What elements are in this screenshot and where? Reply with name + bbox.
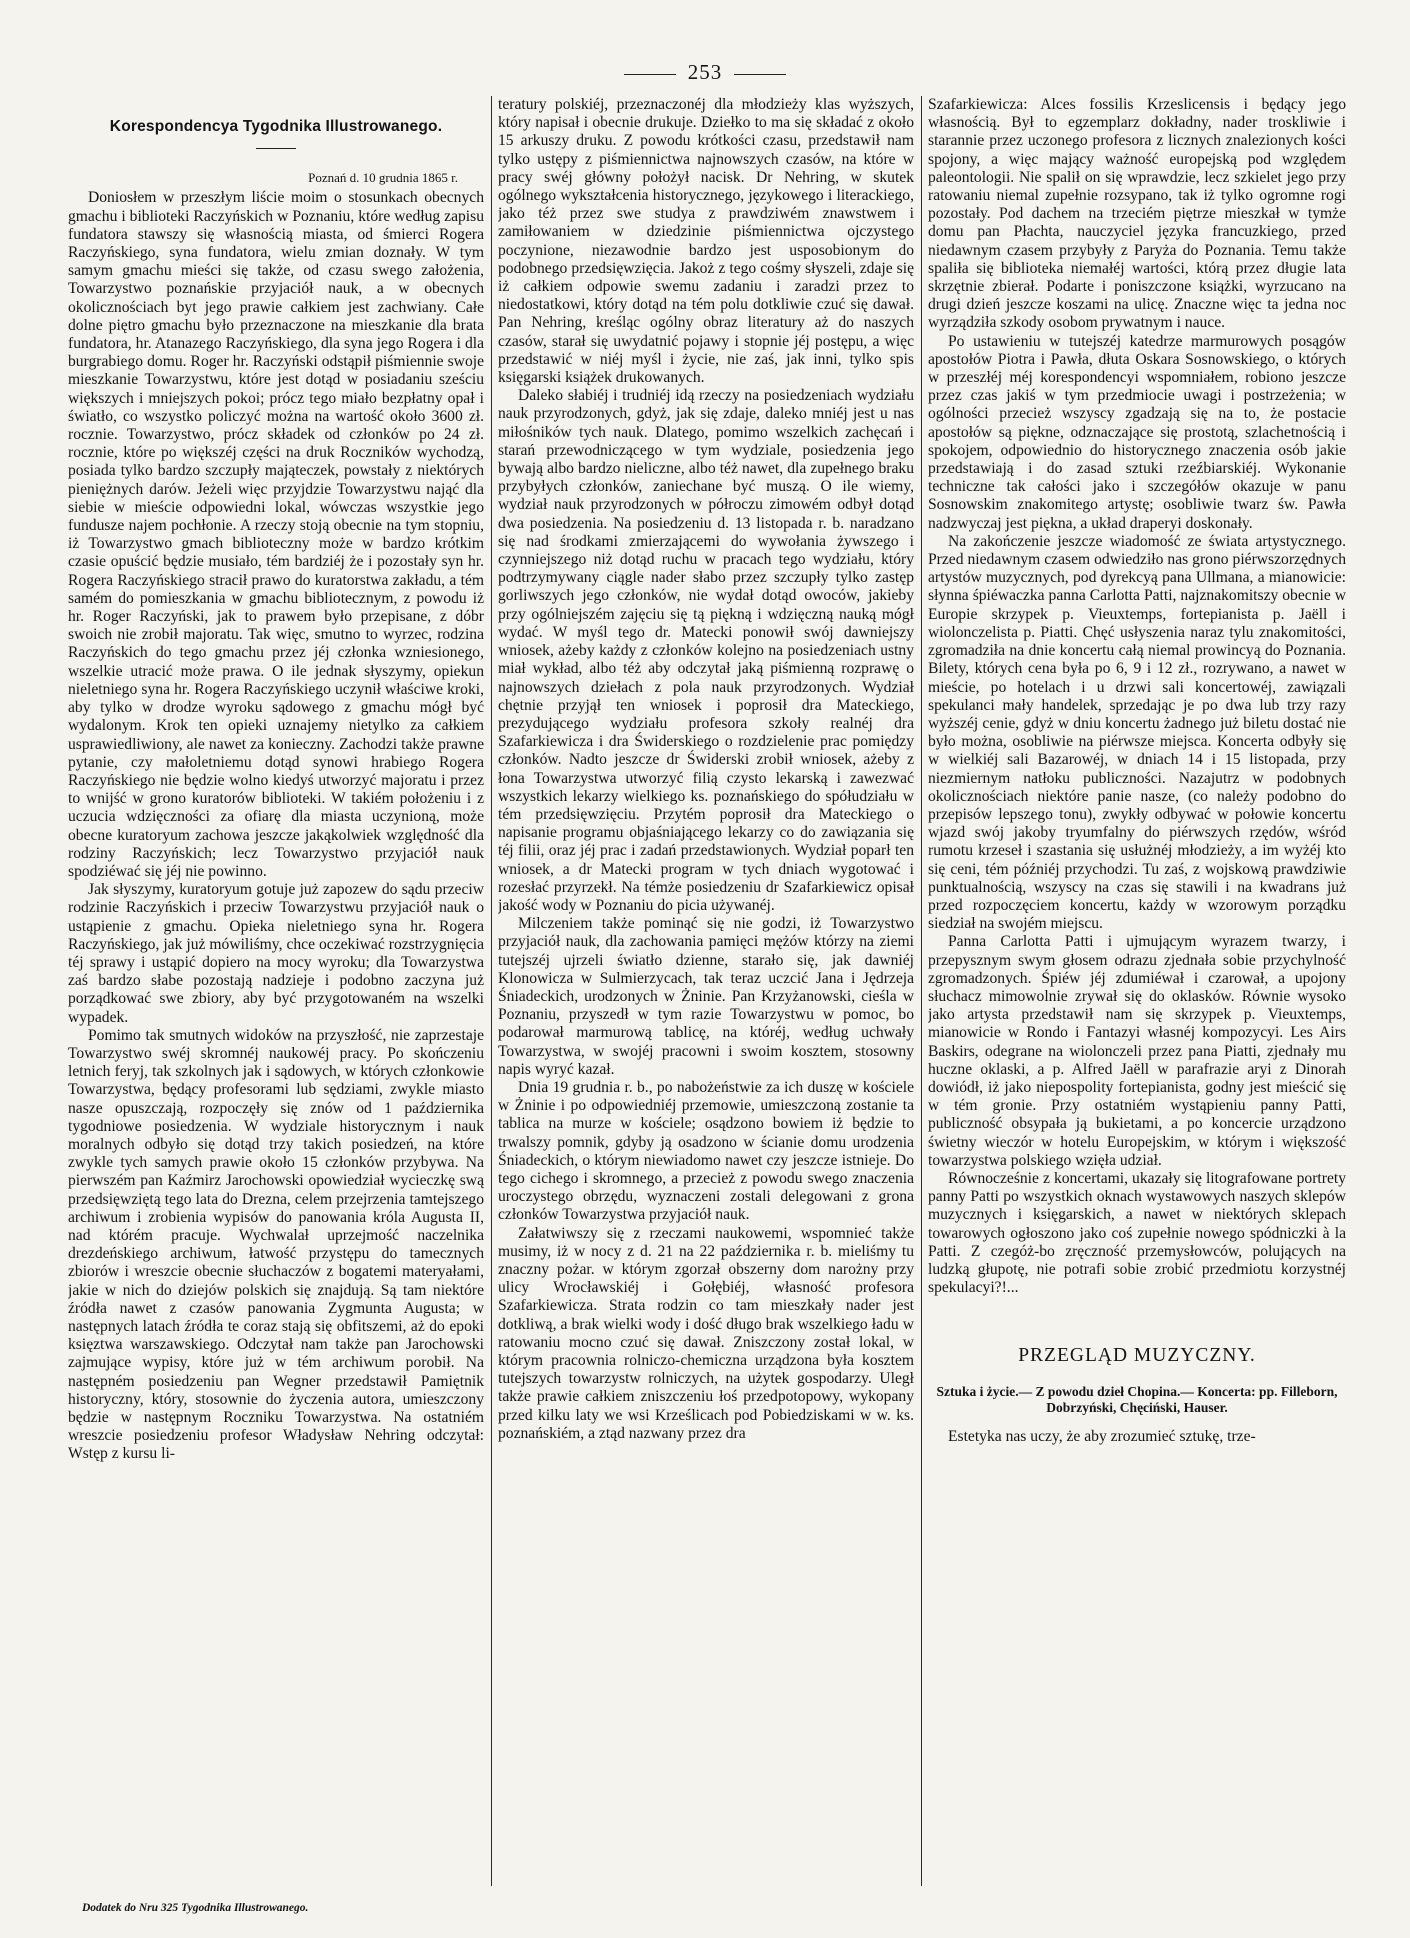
music-review-contents: Sztuka i życie.— Z powodu dzieł Chopina.— Koncerta: pp. Filleborn, Dobrzyński, Chęciński, Hauser.: [936, 1383, 1338, 1415]
paragraph: Panna Carlotta Patti i ujmującym wyrazem twarzy, i przepysznym swym głosem odrazu zjednała sobie przychylność zgromadzonych. Śpiéw jéj zdumiéwał i czarował, a upojony słuchacz mimowolnie zrywał się do oklasków. Równie wysoko jako artysta przedstawił nam się skrzypek p. Vieuxtemps, mianowicie w Rondo i Fantazyi własnéj kompozycyi. Les Airs Baskirs, odegrane na wiolonczeli przez pana Piatti, zjednały mu huczne oklaski, a p. Alfred Jaëll w parafrazie aryi z Dinorah dowiódł, iż jako niepospolity fortepianista, godny jest mieścić się w tém gronie. Przy ostatniém wystąpieniu panny Patti, publiczność obsypała ją bukietami, a po koncercie urządzono świetny wieczór w hotelu Europejskim, w którym i większość towarzystwa polskiego wzięła udział.: [928, 933, 1346, 1169]
column-divider-1: [491, 96, 492, 1886]
column-2: [498, 96, 914, 1886]
paragraph: Doniosłem w przeszłym liście moim o stosunkach obecnych gmachu i biblioteki Raczyńskich w Poznaniu, które według zapisu fundatora stawszy się własnością miasta, od śmierci Rogera Raczyńskiego, syna fundatora, wielu zmian doznały. W tym samym gmachu mieści się także, od czasu swego założenia, Towarzystwo poznańskie przyjaciół nauk, a w obecnych okolicznościach byt jego prawie całkiem jest zachwiany. Całe dolne piętro gmachu było przeznaczone na mieszkanie dla brata fundatora, hr. Atanazego Raczyńskiego, dla syna jego Rogera i dla burgrabiego domu. Roger hr. Raczyński odstąpił piśmiennie swoje mieszkanie Towarzystwu, które jest dotąd w posiadaniu sześciu większych i mniejszych pokoi; prócz tego miało bezpłatny opał i światło, co wszystko policzyć można na wartość około 3600 zł. rocznie. Towarzystwo, prócz składek od członków po 24 zł. rocznie, które po większéj części na druk Roczników wychodzą, posiada tylko bardzo szczupły mająteczek, powstały z niektórych pieniężnych darów. Jeżeli więc przyjdzie Towarzystwu nająć dla siebie w mieście odpowiedni lokal, wówczas wszystkie jego fundusze najem pochłonie. A rzeczy stoją obecnie na tym stopniu, iż Towarzystwo gmach biblioteczny może w bardzo krótkim czasie opuścić będzie musiało, tém bardziéj że i pozostały syn hr. Rogera Raczyńskiego stracił prawo do kuratorstwa zakładu, a tém samém do pomieszkania w gmachu bibliotecznym, z powodu iż hr. Roger Raczyński, jak to prawem było przepisane, z dóbr swoich nie zrobił majoratu. Tak więc, smutno to wyrzec, rodzina Raczyńskich do tego gmachu przez jéj członka wzniesionego, wszelkie utracić może prawa. O ile jednak słyszymy, opiekun nieletniego syna hr. Rogera Raczyńskiego uczynił właściwe kroki, aby tylko w drodze wyroku sądowego z gmachu mógł być wydalonym. Krok ten opieki uznajemy nietylko za całkiem usprawiedliwiony, ale nawet za konieczny. Zachodzi także prawne pytanie, czy małoletniemu dotąd synowi hrabiego Rogera Raczyńskiego nie będzie wolno kiedyś utworzyć majoratu i przez to wnijść w grono kuratorów biblioteki. W takiém położeniu i z uczucia wdzięczności za ofiarę dla miasta uczynioną, może obecne kuratoryum zachowa jeszcze jakąkolwiek względność dla rodziny Raczyńskich; lecz Towarzystwo przyjaciół nauk spodziéwać się jéj nie powinno.: [68, 189, 484, 880]
page-number: [0, 60, 1410, 85]
column-3: [928, 96, 1346, 1886]
article-heading: Korespondencya Tygodnika Illustrowanego.: [109, 118, 443, 135]
column-divider-2: [921, 96, 922, 1886]
heading-rule: [256, 148, 296, 149]
column-1: [68, 96, 484, 1886]
page-footer: Dodatek do Nru 325 Tygodnika Illustrowanego.: [82, 1902, 309, 1914]
paragraph: Dnia 19 grudnia r. b., po nabożeństwie za ich duszę w kościele w Żninie i po odpowiedniéj przemowie, umieszczoną zostanie ta tablica na murze w kościele; osądzono bowiem iż będzie to trwalszy pomnik, gdyby ją osadzono w ścianie domu urodzenia Śniadeckich, o którym niewiadomo nawet czy jeszcze istnieje. Do tego cichego i skromnego, a przecież z powodu swego znaczenia uroczystego obrzędu, wyznaczeni zostali delegowani z grona członków Towarzystwa przyjaciół nauk.: [498, 1078, 914, 1224]
paragraph: Na zakończenie jeszcze wiadomość ze świata artystycznego. Przed niedawnym czasem odwiedziło nas grono piérwszorzędnych artystów muzycznych, pod dyrekcyą pana Ullmana, a mianowicie: słynna śpiéwaczka panna Carlotta Patti, najznakomitszy obecnie w Europie skrzypek p. Vieuxtemps, fortepianista p. Jaëll i wiolonczelista p. Piatti. Chęć usłyszenia naraz tylu znakomitości, zgromadziła na dnie koncertu całą niemal prowincyą do Poznania. Bilety, których cena była po 6, 9 i 12 zł., rozrywano, a nawet w mieście, po hotelach i u drzwi sali koncertowéj, zawiązali spekulanci mały handelek, sprzedając je po dwa lub trzy razy wyższéj cenie, gdyż w dniu koncertu żadnego już biletu dostać nie było można, osobliwie na piérwsze miejsca. Koncerta odbyły się w wielkiéj sali Bazarowéj, w dniach 14 i 15 listopada, przy niezmiernym natłoku publiczności. Nazajutrz w podobnych okolicznościach niektóre panie nasze, (co należy podobno do przepisów lepszego tonu), zwykły odbywać w połowie koncertu wjazd swój jakoby tryumfalny do piérwszych rzędów, wśród rumotu krzeseł i szastania się usłużnéj młodzieży, a im wyżéj kto się ceni, tém późniéj przychodzi. Tu zaś, z wojskową prawdziwie punktualnością, wszyscy na czas się stawili i na kwadrans już przed rozpoczęciem koncertu, każdy w wzorowym porządku siedział na swojém miejscu.: [928, 532, 1346, 933]
paragraph: Pomimo tak smutnych widoków na przyszłość, nie zaprzestaje Towarzystwo swéj skromnéj naukowéj pracy. Po skończeniu letnich feryj, tak szkolnych jak i sądowych, w których członkowie Towarzystwa, będący profesorami lub sędziami, zwykle miasto nasze opuszczają, rozpoczęły się znów od 1 października tygodniowe posiedzenia. W wydziale historycznym i nauk moralnych odbyło się dotąd trzy takich posiedzeń, na które zwykle tych samych prawie około 15 członków przybywa. Na pierwszém pan Kaźmirz Jarochowski opowiedział wycieczkę swą przedsięwziętą tego lata do Drezna, celem przejrzenia tamtejszego archiwum i zrobienia wypisów do panowania króla Augusta II, nad którém pracuje. Wychwalał uprzejmość naczelnika drezdeńskiego archiwum, łatwość przystępu do tamecznych zbiorów i wreszcie obecnie słuchaczów z bogatemi materyałami, jakie w nich do dziejów polskich się znajdują. Są tam niektóre źródła nawet z czasów panowania Zygmunta Augusta; w następnych latach źródła te coraz stają się obfitszemi, aż do epoki księztwa warszawskiego. Odczytał nam także pan Jarochowski zajmujące wypisy, które już w tém archiwum porobił. Na następném posiedzeniu pan Wegner przedstawił Pamiętnik historyczny, który, stosownie do życzenia autora, umieszczony będzie w następnym Roczniku Towarzystwa. Na ostatniém wreszcie posiedzeniu profesor Władysław Nehring odczytał: Wstęp z kursu li-: [68, 1026, 484, 1463]
music-review-opening: Estetyka nas uczy, że aby zrozumieć sztukę, trze-: [948, 1427, 1256, 1445]
paragraph: Daleko słabiéj i trudniéj idą rzeczy na posiedzeniach wydziału nauk przyrodzonych, gdyż, jak się zdaje, daleko mniéj jest u nas miłośników tych nauk. Dlatego, pomimo wszelkich zachęcań i starań przewodniczącego w tym wydziale, posiedzenia jego bywają albo bardzo nieliczne, albo téż nawet, dla zupełnego braku przybyłych członków, zaniechane być muszą. O ile wiemy, wydział nauk przyrodzonych w półroczu zimowém odbył dotąd dwa posiedzenia. Na posiedzeniu d. 13 listopada r. b. naradzano się nad środkami zmierzającemi do wywołania żywszego i czynniejszego niż dotąd ruchu w pracach tego wydziału, który podtrzymywany ciągle nader słabo przez szczupły tylko zastęp gorliwszych jego członków, nie wydał dotąd owoców, jakieby przy ogólniejszém zajęciu się tą piękną i wdzięczną nauką mógł wydać. W myśl tego dr. Matecki ponowił swój dawniejszy wniosek, ażeby każdy z członków kolejno na posiedzeniach ustny miał wykład, albo téż aby odczytał jaką piśmienną rozprawę o najnowszych dziełach z pola nauk przyrodzonych. Wydział chętnie przyjął ten wniosek i poprosił dra Mateckiego, prezydującego wydziału profesora szkoły realnéj dra Szafarkiewicza i dra Świderskiego o rozdzielenie prac pomiędzy członków. Nadto jeszcze dr Świderski zrobił wniosek, ażeby z łona Towarzystwa utworzyć filią czysto lekarską i zawezwać wszystkich lekarzy wielkiego ks. poznańskiego do spółudziału w tém przedsięwzięciu. Przytém poprosił dra Mateckiego o napisanie programu objaśniającego lekarzy co do zawiązania się téj filii, oraz jéj prac i zadań przedstawionych. Wydział poparł ten wniosek, a dr Matecki program w tych dniach wygotować i rozesłać przyrzekł. Na témże posiedzeniu dr Szafarkiewicz opisał jakość wody w Poznaniu do picia używanéj.: [498, 387, 914, 914]
paragraph: Po ustawieniu w tutejszéj katedrze marmurowych posągów apostołów Piotra i Pawła, dłuta Oskara Sosnowskiego, o których w przeszłéj méj korespondencyi wspomniałem, robiono jeszcze przez czas jakiś w tym przedmiocie uwagi i postrzeżenia; w ogólności przecież wszyscy zgadzają się na to, że postacie apostołów są piękne, odznaczające się prostotą, szlachetnością i spokojem, odpowiednio do historycznego znaczenia osób jakie przedstawiają i do zasad sztuki rzeźbiarskiéj. Wykonanie techniczne tak całości jako i szczegółów okazuje w panu Sosnowskim znakomitego artystę; osobliwie twarz św. Pawła nadzwyczaj jest piękna, a układ draperyi doskonały.: [928, 332, 1346, 532]
paragraph: Szafarkiewicza: Alces fossilis Krzeslicensis i będący jego własnością. Był to egzemplarz dokładny, nader troskliwie i starannie przez uczonego profesora z licznych znalezionych kości spojony, a więc mający ważność europejską pod względem paleontologii. Nie spalił on się wprawdzie, lecz szkielet jego przy ratowaniu niemal zupełnie rozsypano, tak iż tylko ogromne rogi pozostały. Pod dachem na trzeciém piętrze mieszkał w tymże domu pan Płachta, nauczyciel języka francuzkiego, przed niedawnym czasem przybyły z Paryża do Poznania. Temu także spaliła się biblioteka niemałéj wartości, którą przez długie lata skrzętnie zbierał. Podarte i poniszczone książki, wyrzucano na drugi dzień jeszcze koszami na ulicę. Znaczne więc ta jedna noc wyrządziła szkody osobom prywatnym i nauce.: [928, 96, 1346, 332]
page-number-dash-left: [624, 74, 676, 75]
page-number-text: 253: [687, 60, 723, 84]
paragraph: Jak słyszymy, kuratoryum gotuje już zapozew do sądu przeciw rodzinie Raczyńskich i przeciw Towarzystwu przyjaciół nauk o ustąpienie z gmachu. Opieka nieletniego syna hr. Rogera Raczyńskiego, jak już mówiliśmy, chce oczekiwać rozstrzygnięcia téj sprawy i ustąpić dopiero na mocy wyroku; dla Towarzystwa zaś bardzo słabe pozostają nadzieje i podobno zaczyna już porządkować swe zbiory, aby być przygotowaném na wszelki wypadek.: [68, 881, 484, 1026]
paragraph: Milczeniem także pominąć się nie godzi, iż Towarzystwo przyjaciół nauk, dla zachowania pamięci mężów którzy na ziemi tutejszéj ujrzeli światło dzienne, starało się, jak dawniéj Klonowicza w Sulmierzycach, tak teraz uczcić Jana i Jędrzeja Śniadeckich, urodzonych w Żninie. Pan Krzyżanowski, cieśla w Poznaniu, przyszedł w tym razie Towarzystwu w pomoc, bo podarował marmurową tablicę, na któréj, według uchwały Towarzystwa, w swojéj pracowni i swoim kosztem, stosowny napis wyryć kazał.: [498, 915, 914, 1078]
paragraph: Załatwiwszy się z rzeczami naukowemi, wspomnieć także musimy, iż w nocy z d. 21 na 22 października r. b. mieliśmy tu znaczny pożar. w którym zgorzał obszerny dom narożny przy ulicy Wrocławskiéj i Gołębiéj, własność profesora Szafarkiewicza. Strata rodzin co tam mieszkały nader jest dotkliwą, a brak wielki wody i dość długo brak wszelkiego ładu w ratowaniu mocno czuć się dawał. Zniszczony został lokal, w którym pracownia rolniczo-chemiczna urządzona była kosztem tutejszych towarzystw rolniczych, na użytek gospodarzy. Uległ także prawie całkiem zniszczeniu łoś przedpotopowy, wykopany przed kilku laty we wsi Krześlicach pod Pobiedziskami w w. ks. poznańskiém, a ztąd nazwany przez dra: [498, 1224, 914, 1442]
article-dateline: Poznań d. 10 grudnia 1865 r.: [308, 170, 458, 186]
paragraph: teratury polskiéj, przeznaczonéj dla młodzieży klas wyższych, który napisał i obecnie drukuje. Dziełko to ma się składać z około 15 arkuszy druku. Z powodu krótkości czasu, przedstawił nam tylko ustępy z piśmiennictwa najnowszych czasów, na które w pracy swéj główny położył nacisk. Dr Nehring, w skutek ogólnego wykształcenia historycznego, językowego i literackiego, jako téż przez swe studya z prawdziwém znawstwem i zamiłowaniem w dziedzinie piśmiennictwa ojczystego poczynione, niezawodnie bardzo jest usposobionym do podobnego przedsięwzięcia. Jakoż z tego cośmy słyszeli, zdaje się iż całkiem odpowie swemu zadaniu i zaradzi przez to niedostatkowi, który dotąd na tém polu dotkliwie czuć się dawał. Pan Nehring, kreśląc ogólny obraz literatury aż do naszych czasów, starał się uwydatnić pojawy i stopnie jéj postępu, a więc przedstawić w niéj myśl i życie, nie zaś, jak inni, tylko spis księgarski książek drukowanych.: [498, 96, 914, 387]
paragraph: Równocześnie z koncertami, ukazały się litografowane portrety panny Patti po wszystkich oknach wystawowych naszych sklepów muzycznych i księgarskich, a nawet w niektórych sklepach towarowych ogłoszono jako coś zupełnie nowego spódniczki à la Patti. Z czegóż-bo zręczność przemysłowców, polujących na ludzką głupotę, nie potrafi sobie zrobić przedmiotu korzystnéj spekulacyi?!...: [928, 1169, 1346, 1297]
music-review-title: PRZEGLĄD MUZYCZNY.: [1018, 1345, 1256, 1367]
page-number-dash-right: [734, 74, 786, 75]
